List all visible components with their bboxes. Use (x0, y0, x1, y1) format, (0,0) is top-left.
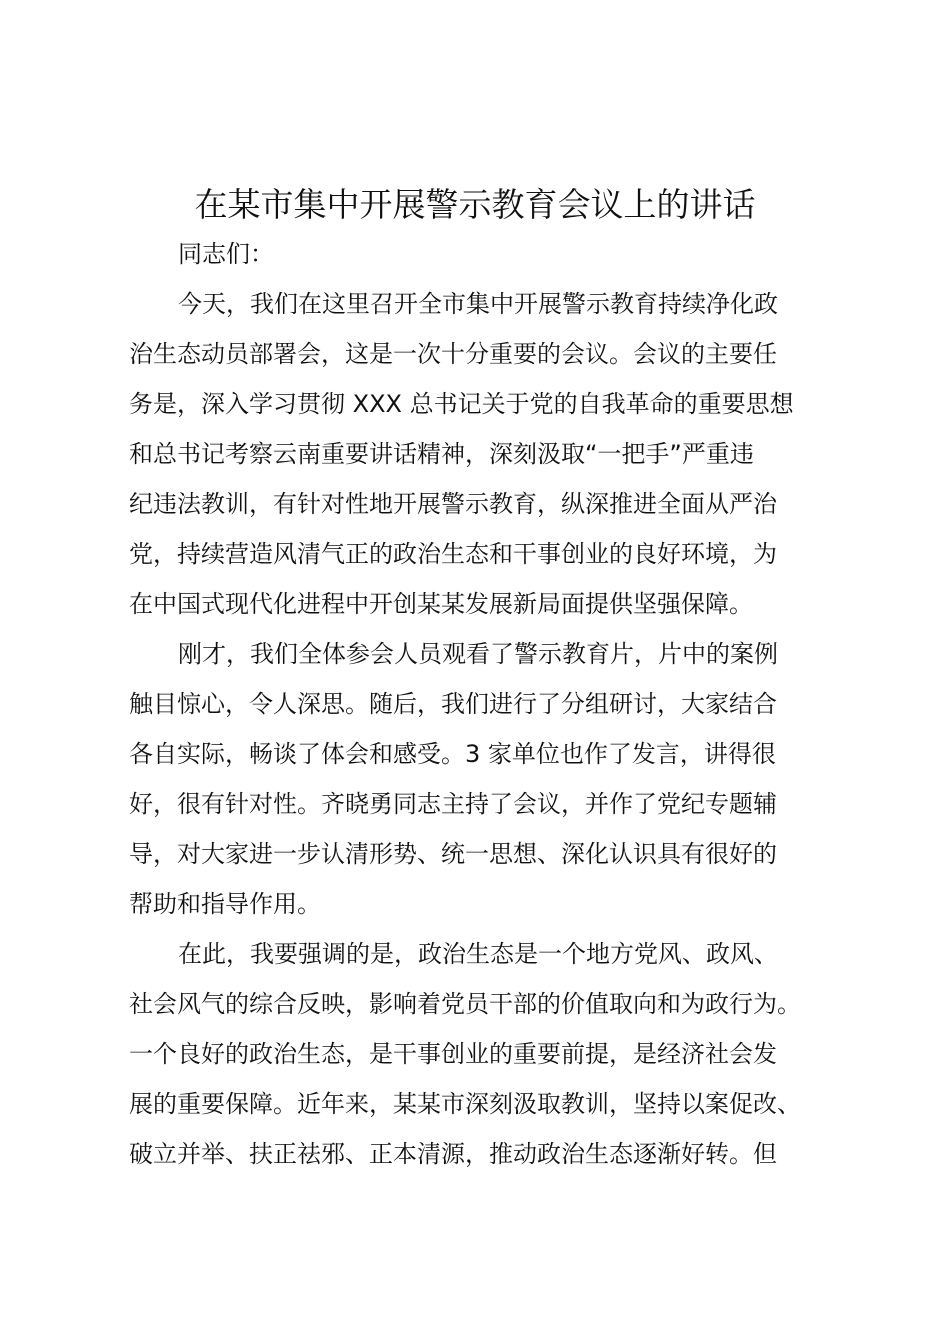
paragraph-line: 在中国式现代化进程中开创某某发展新局面提供坚强保障。 (129, 590, 753, 618)
paragraph-line: 纪违法教训，有针对性地开展警示教育，纵深推进全面从严治 (129, 490, 777, 518)
paragraph-line: 治生态动员部署会，这是一次十分重要的会议。会议的主要任 (129, 340, 777, 368)
paragraph-line: 帮助和指导作用。 (129, 890, 321, 918)
paragraph-line: 和总书记考察云南重要讲话精神，深刻汲取“一把手”严重违 (129, 440, 754, 468)
salutation: 同志们： (178, 240, 274, 268)
paragraph-line: 导，对大家进一步认清形势、统一思想、深化认识具有很好的 (129, 840, 777, 868)
paragraph-line: 好，很有针对性。齐晓勇同志主持了会议，并作了党纪专题辅 (129, 790, 777, 818)
paragraph-line: 触目惊心，令人深思。随后，我们进行了分组研讨，大家结合 (129, 690, 777, 718)
paragraph-line: 各自实际，畅谈了体会和感受。3 家单位也作了发言，讲得很 (129, 740, 776, 768)
paragraph-line: 刚才，我们全体参会人员观看了警示教育片，片中的案例 (178, 640, 778, 668)
paragraph-line: 一个良好的政治生态，是干事创业的重要前提，是经济社会发 (129, 1040, 777, 1068)
document-title: 在某市集中开展警示教育会议上的讲话 (194, 185, 756, 224)
paragraph-line: 党，持续营造风清气正的政治生态和干事创业的良好环境，为 (129, 540, 777, 568)
paragraph-line: 今天，我们在这里召开全市集中开展警示教育持续净化政 (178, 290, 778, 318)
paragraph-line: 社会风气的综合反映，影响着党员干部的价值取向和为政行为。 (129, 990, 801, 1018)
paragraph-line: 务是，深入学习贯彻 XXX 总书记关于党的自我革命的重要思想 (129, 390, 794, 418)
paragraph-line: 在此，我要强调的是，政治生态是一个地方党风、政风、 (178, 940, 778, 968)
paragraph-line: 展的重要保障。近年来，某某市深刻汲取教训，坚持以案促改、 (129, 1090, 801, 1118)
paragraph-line: 破立并举、扶正祛邪、正本清源，推动政治生态逐渐好转。但 (129, 1140, 777, 1168)
